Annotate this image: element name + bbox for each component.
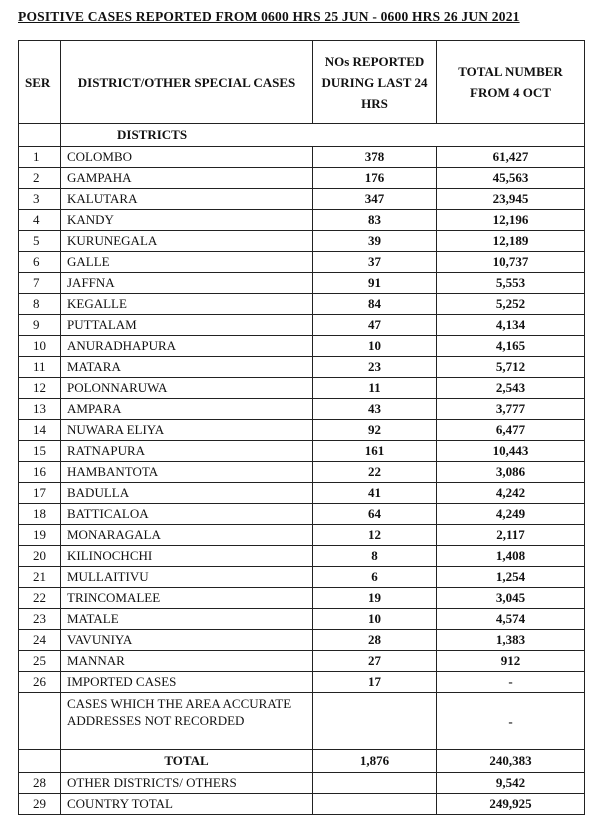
row-reported: 176 [313, 168, 437, 189]
table-row [19, 357, 585, 378]
other-districts-label: OTHER DISTRICTS/ OTHERS [61, 773, 313, 794]
row-ser: 5 [19, 231, 61, 252]
table-row [19, 399, 585, 420]
row-total: 1,383 [437, 630, 585, 651]
row-total: 2,543 [437, 378, 585, 399]
row-district: POLONNARUWA [61, 378, 313, 399]
table-row [19, 567, 585, 588]
row-district: JAFFNA [61, 273, 313, 294]
row-reported: 83 [313, 210, 437, 231]
unrecorded-label: CASES WHICH THE AREA ACCURATE ADDRESSES NOT RECORDED [61, 693, 313, 750]
row-reported: 378 [313, 147, 437, 168]
other-districts-total: 9,542 [437, 773, 585, 794]
row-reported: 8 [313, 546, 437, 567]
row-district: MATALE [61, 609, 313, 630]
total-total: 240,383 [437, 750, 585, 773]
table-row [19, 168, 585, 189]
table-row [19, 546, 585, 567]
row-reported: 39 [313, 231, 437, 252]
row-reported: 92 [313, 420, 437, 441]
section-row [19, 124, 585, 147]
row-district: KURUNEGALA [61, 231, 313, 252]
row-total: 4,165 [437, 336, 585, 357]
cases-table [18, 40, 585, 815]
country-total-reported [313, 794, 437, 815]
row-reported: 43 [313, 399, 437, 420]
row-reported: 17 [313, 672, 437, 693]
unrecorded-reported [313, 693, 437, 750]
table-row [19, 147, 585, 168]
table-row [19, 525, 585, 546]
table-row [19, 630, 585, 651]
other-districts-reported [313, 773, 437, 794]
table-row [19, 378, 585, 399]
row-reported: 47 [313, 315, 437, 336]
row-total: - [437, 672, 585, 693]
table-row [19, 210, 585, 231]
table-row [19, 462, 585, 483]
row-district: KALUTARA [61, 189, 313, 210]
row-total: 4,242 [437, 483, 585, 504]
row-ser: 2 [19, 168, 61, 189]
row-total: 3,777 [437, 399, 585, 420]
row-reported: 19 [313, 588, 437, 609]
row-ser: 20 [19, 546, 61, 567]
row-ser: 9 [19, 315, 61, 336]
table-row [19, 315, 585, 336]
row-district: TRINCOMALEE [61, 588, 313, 609]
table-row [19, 294, 585, 315]
header-ser: SER [19, 41, 61, 124]
table-row [19, 189, 585, 210]
row-district: AMPARA [61, 399, 313, 420]
header-total: TOTAL NUMBER FROM 4 OCT [437, 41, 585, 124]
row-district: NUWARA ELIYA [61, 420, 313, 441]
table-row [19, 504, 585, 525]
row-reported: 28 [313, 630, 437, 651]
row-total: 5,553 [437, 273, 585, 294]
row-total: 912 [437, 651, 585, 672]
row-reported: 6 [313, 567, 437, 588]
row-total: 1,254 [437, 567, 585, 588]
row-ser: 10 [19, 336, 61, 357]
row-total: 2,117 [437, 525, 585, 546]
row-ser: 21 [19, 567, 61, 588]
row-ser: 1 [19, 147, 61, 168]
header-row [19, 41, 585, 124]
table-row [19, 483, 585, 504]
row-reported: 347 [313, 189, 437, 210]
row-total: 45,563 [437, 168, 585, 189]
row-district: MULLAITIVU [61, 567, 313, 588]
row-reported: 22 [313, 462, 437, 483]
row-total: 10,737 [437, 252, 585, 273]
table-row [19, 672, 585, 693]
row-ser: 15 [19, 441, 61, 462]
country-total-total: 249,925 [437, 794, 585, 815]
section-label: DISTRICTS [61, 124, 585, 147]
header-district: DISTRICT/OTHER SPECIAL CASES [61, 41, 313, 124]
row-reported: 10 [313, 336, 437, 357]
row-total: 4,249 [437, 504, 585, 525]
row-district: VAVUNIYA [61, 630, 313, 651]
row-ser: 26 [19, 672, 61, 693]
row-district: RATNAPURA [61, 441, 313, 462]
row-ser: 4 [19, 210, 61, 231]
row-total: 5,252 [437, 294, 585, 315]
report-title: POSITIVE CASES REPORTED FROM 0600 HRS 25 JUN - 0600 HRS 26 JUN 2021 [18, 9, 520, 24]
row-reported: 12 [313, 525, 437, 546]
table-row [19, 336, 585, 357]
row-district: GALLE [61, 252, 313, 273]
row-reported: 10 [313, 609, 437, 630]
table-row [19, 651, 585, 672]
row-total: 23,945 [437, 189, 585, 210]
row-district: BADULLA [61, 483, 313, 504]
row-district: MONARAGALA [61, 525, 313, 546]
row-total: 6,477 [437, 420, 585, 441]
table-row [19, 588, 585, 609]
table-row [19, 273, 585, 294]
row-reported: 91 [313, 273, 437, 294]
country-total-ser: 29 [19, 794, 61, 815]
row-district: HAMBANTOTA [61, 462, 313, 483]
total-ser [19, 750, 61, 773]
unrecorded-ser [19, 693, 61, 750]
row-ser: 8 [19, 294, 61, 315]
row-district: KANDY [61, 210, 313, 231]
row-total: 10,443 [437, 441, 585, 462]
table-row [19, 231, 585, 252]
unrecorded-row [19, 693, 585, 750]
row-total: 12,196 [437, 210, 585, 231]
row-district: GAMPAHA [61, 168, 313, 189]
row-ser: 23 [19, 609, 61, 630]
row-ser: 24 [19, 630, 61, 651]
row-district: MANNAR [61, 651, 313, 672]
row-ser: 14 [19, 420, 61, 441]
total-reported: 1,876 [313, 750, 437, 773]
row-reported: 64 [313, 504, 437, 525]
table-row [19, 441, 585, 462]
total-label: TOTAL [61, 750, 313, 773]
table-row [19, 252, 585, 273]
row-district: KEGALLE [61, 294, 313, 315]
country-total-row [19, 794, 585, 815]
row-ser: 16 [19, 462, 61, 483]
row-reported: 41 [313, 483, 437, 504]
other-districts-row [19, 773, 585, 794]
row-ser: 12 [19, 378, 61, 399]
row-reported: 23 [313, 357, 437, 378]
row-ser: 3 [19, 189, 61, 210]
row-ser: 25 [19, 651, 61, 672]
row-ser: 22 [19, 588, 61, 609]
row-total: 61,427 [437, 147, 585, 168]
row-reported: 161 [313, 441, 437, 462]
row-ser: 7 [19, 273, 61, 294]
row-ser: 18 [19, 504, 61, 525]
row-district: BATTICALOA [61, 504, 313, 525]
row-district: MATARA [61, 357, 313, 378]
row-total: 5,712 [437, 357, 585, 378]
table-row [19, 420, 585, 441]
row-ser: 6 [19, 252, 61, 273]
row-reported: 27 [313, 651, 437, 672]
country-total-label: COUNTRY TOTAL [61, 794, 313, 815]
other-districts-ser: 28 [19, 773, 61, 794]
row-total: 3,086 [437, 462, 585, 483]
row-ser: 17 [19, 483, 61, 504]
row-district: ANURADHAPURA [61, 336, 313, 357]
row-ser: 19 [19, 525, 61, 546]
total-row [19, 750, 585, 773]
row-reported: 37 [313, 252, 437, 273]
row-district: PUTTALAM [61, 315, 313, 336]
header-reported: NOs REPORTED DURING LAST 24 HRS [313, 41, 437, 124]
row-district: IMPORTED CASES [61, 672, 313, 693]
row-reported: 84 [313, 294, 437, 315]
row-total: 4,574 [437, 609, 585, 630]
row-ser: 13 [19, 399, 61, 420]
row-ser: 11 [19, 357, 61, 378]
row-district: COLOMBO [61, 147, 313, 168]
row-total: 4,134 [437, 315, 585, 336]
table-row [19, 609, 585, 630]
row-total: 12,189 [437, 231, 585, 252]
row-total: 1,408 [437, 546, 585, 567]
row-district: KILINOCHCHI [61, 546, 313, 567]
row-reported: 11 [313, 378, 437, 399]
section-ser-cell [19, 124, 61, 147]
row-total: 3,045 [437, 588, 585, 609]
unrecorded-total: - [437, 693, 585, 750]
